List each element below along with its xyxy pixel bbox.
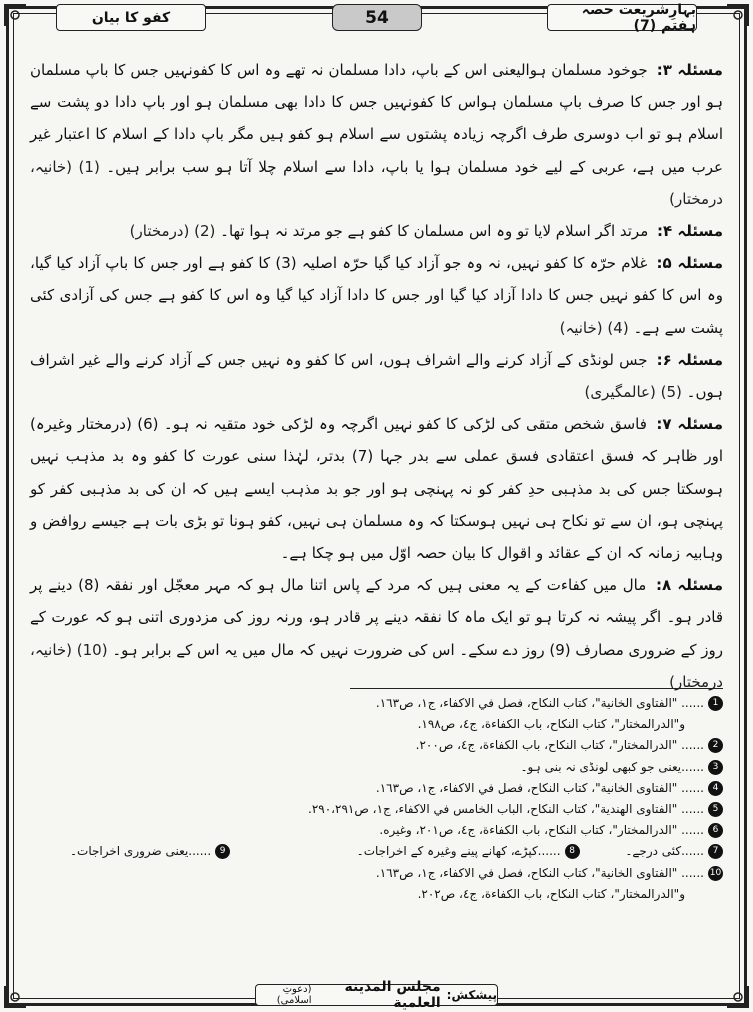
- masala-label: مسئلہ ۸:: [656, 576, 723, 595]
- masala-label: مسئلہ ۳:: [656, 61, 723, 79]
- main-text: [30, 54, 723, 698]
- footnote-number: 1: [708, 696, 723, 711]
- footnote-item: [70, 841, 230, 862]
- masala-label: مسئلہ ۵:: [656, 254, 723, 273]
- footnote-item: [30, 693, 723, 714]
- masala-reference: (5) (عالمگیری): [584, 383, 682, 402]
- footnote-number: 10: [708, 866, 723, 881]
- masala-4: [30, 215, 723, 247]
- masala-label: مسئلہ ۷:: [656, 415, 723, 434]
- masala-5: [30, 247, 723, 344]
- masala-7: [30, 408, 723, 569]
- masala-text: غلام حرّہ کا کفو نہیں، نہ وہ جو آزاد کیا گیا حرّہ اصلیہ (3) کا کفو ہے اور جس کا باپ آزاد کیا گیا، وہ اس کا کفو نہیں جس کا دادا آزاد کیا گیا اور جس کا دادا آزاد کیا گیا وہ اس کا کفو ہے جس کی آزادی کئی پشت سے ہے۔: [30, 254, 723, 337]
- footnote-item: [30, 863, 723, 884]
- footnote-text: ...... "الفتاوى الخانية"، كتاب النكاح، فصل في الاكفاء، ج١، ص١٦٣.: [375, 865, 704, 880]
- footnote-item: [30, 778, 723, 799]
- footnote-text: ...... "الدرالمختار"، كتاب النكاح، باب الكفاءة، ج٤، ص٢٠١، وغيره.: [379, 823, 704, 838]
- footnote-text: ...... "الفتاوى الخانية"، كتاب النكاح، فصل في الاكفاء، ج١، ص١٦٣.: [375, 696, 704, 710]
- footnote-number: 4: [708, 781, 723, 796]
- section-title: کفو کا بیان: [56, 4, 206, 31]
- presenter-label: پیشکش:: [446, 988, 497, 1002]
- footnote-text: ......یعنی ضروری اخراجات۔: [70, 844, 212, 859]
- footnote-divider: [350, 688, 723, 689]
- masala-label: مسئلہ ۶:: [656, 350, 723, 369]
- footnote-number: 7: [708, 844, 723, 859]
- footnote-number: 9: [215, 844, 230, 859]
- footnote-number: 6: [708, 823, 723, 838]
- footnote-number: 3: [708, 760, 723, 775]
- book-part-label: بہارِشریعت حصہ ہفتم (7): [547, 4, 697, 31]
- footnotes: [30, 693, 723, 905]
- corner-ornament-icon: [725, 2, 751, 28]
- masala-3: [30, 54, 723, 215]
- masala-text: فاسق شخص متقی کی لڑکی کا کفو نہیں اگرچہ وہ لڑکی خود متقیہ نہ ہو۔ (6) (درمختار وغیرہ) اور ظاہر کہ فسق اعتقادی فسق عملی سے بدر جہا (7) بدتر، لہٰذا سنی عورت کا کفو وہ بد مذہب نہیں ہوسکتا جس کی بد مذہبی حدِ کفر کو نہ پہنچی ہو اور جو بد مذہب ایسے ہیں کہ ان کی بد مذہبی کفر کو پہنچی ہو، ان سے تو نکاح ہی نہیں ہوسکتا کہ وہ مسلمان ہی نہیں، کفو ہونا تو بڑی بات ہے جیسے روافض و وہابیہ زمانہ کہ ان کے عقائد و اقوال کا بیان حصہ اوّل میں ہو چکا ہے۔: [30, 415, 723, 563]
- corner-ornament-icon: [2, 984, 28, 1010]
- footnote-continuation: [30, 884, 723, 905]
- footnote-item: [30, 757, 723, 778]
- footnote-item: [30, 799, 723, 820]
- organization-subtitle: (دعوتِ اسلامی): [276, 984, 312, 1006]
- footnote-text: ......یعنی جو کبھی لونڈی نہ بنی ہو۔: [520, 759, 704, 774]
- footnote-number: 5: [708, 802, 723, 817]
- footnote-text: و"الدرالمختار"، كتاب النكاح، باب الكفاءة، ج٤، ص١٩٨.: [417, 717, 685, 732]
- masala-text: جس لونڈی کے آزاد کرنے والے اشراف ہوں، اس کا کفو وہ نہیں جس کے آزاد کرنے والے غیر اشراف ہوں۔: [30, 350, 723, 402]
- footnote-row-7-8-9: [30, 841, 723, 862]
- masala-text: مال میں کفاءت کے یہ معنی ہیں کہ مرد کے پاس اتنا مال ہو کہ مہر معجّل اور نفقہ (8) دینے پر قادر ہو۔ اگر پیشہ نہ کرتا ہو تو ایک ماہ کا نفقہ دینے پر قادر ہو، ورنہ روز کی مزدوری اتنی ہو کہ عورت کے روز کے ضروری مصارف (9) روز دے سکے۔ اس کی ضرورت نہیں کہ مال میں یہ اس کے برابر ہو۔: [30, 576, 723, 659]
- footnote-number: 8: [565, 844, 580, 859]
- footnote-text: ...... "الفتاوى الهندية"، كتاب النكاح، الباب الخامس في الاكفاء، ج١، ص٢٩٠،٢٩١.: [307, 802, 704, 817]
- footnote-continuation: [30, 714, 723, 735]
- corner-ornament-icon: [2, 2, 28, 28]
- corner-ornament-icon: [725, 984, 751, 1010]
- organization-name: مجلس المدينة العلمية: [344, 979, 441, 1011]
- page-number: 54: [332, 4, 422, 31]
- page-footer: [255, 979, 498, 1011]
- footnote-number: 2: [708, 738, 723, 753]
- masala-reference: (10) (خانیہ، درمختار): [29, 640, 723, 691]
- footnote-item: [30, 820, 723, 841]
- masala-text: مرتد اگر اسلام لایا تو وہ اس مسلمان کا کفو ہے جو مرتد نہ ہوا تھا۔: [220, 222, 649, 241]
- footnote-text: ......کئی درجے۔: [625, 844, 704, 859]
- masala-reference: (4) (خانیہ): [559, 318, 629, 337]
- masala-reference: (1) (خانیہ، درمختار): [30, 157, 723, 208]
- page-header: [56, 1, 697, 34]
- masala-label: مسئلہ ۴:: [657, 222, 723, 241]
- footnote-text: و"الدرالمختار"، كتاب النكاح، باب الكفاءة، ج٤، ص٢٠٢.: [417, 886, 685, 901]
- footnote-text: ...... "الفتاوى الخانية"، كتاب النكاح، فصل في الاكفاء، ج١، ص١٦٣.: [375, 780, 704, 795]
- masala-text: جوخود مسلمان ہوالیعنی اس کے باپ، دادا مسلمان نہ تھے وہ اس کا کفونہیں جس کا باپ مسلمان ہو اور جس کا صرف باپ مسلمان ہواس کا کفونہیں جس کا دادا بھی مسلمان ہو اور باپ دادا دو پشت سے اسلام ہو تو اب دوسری طرف اگرچہ زیادہ پشتوں سے اسلام ہو کفو ہیں مگر باپ دادا کے اسلام کا اعتبار غیر عرب میں ہے، عربی کے لیے خود مسلمان ہوا یا باپ، دادا سے اسلام چلا آتا ہو سب برابر ہیں۔: [30, 61, 723, 176]
- masala-6: [30, 344, 723, 408]
- masala-reference: (2) (درمختار): [129, 222, 216, 241]
- masala-8: [30, 569, 723, 698]
- footnote-text: ......کپڑے، کھانے پینے وغیرہ کے اخراجات۔: [356, 844, 561, 859]
- footnote-text: ...... "الدرالمختار"، كتاب النكاح، باب الكفاءة، ج٤، ص٢٠٠.: [415, 738, 704, 753]
- footnote-item: [30, 735, 723, 756]
